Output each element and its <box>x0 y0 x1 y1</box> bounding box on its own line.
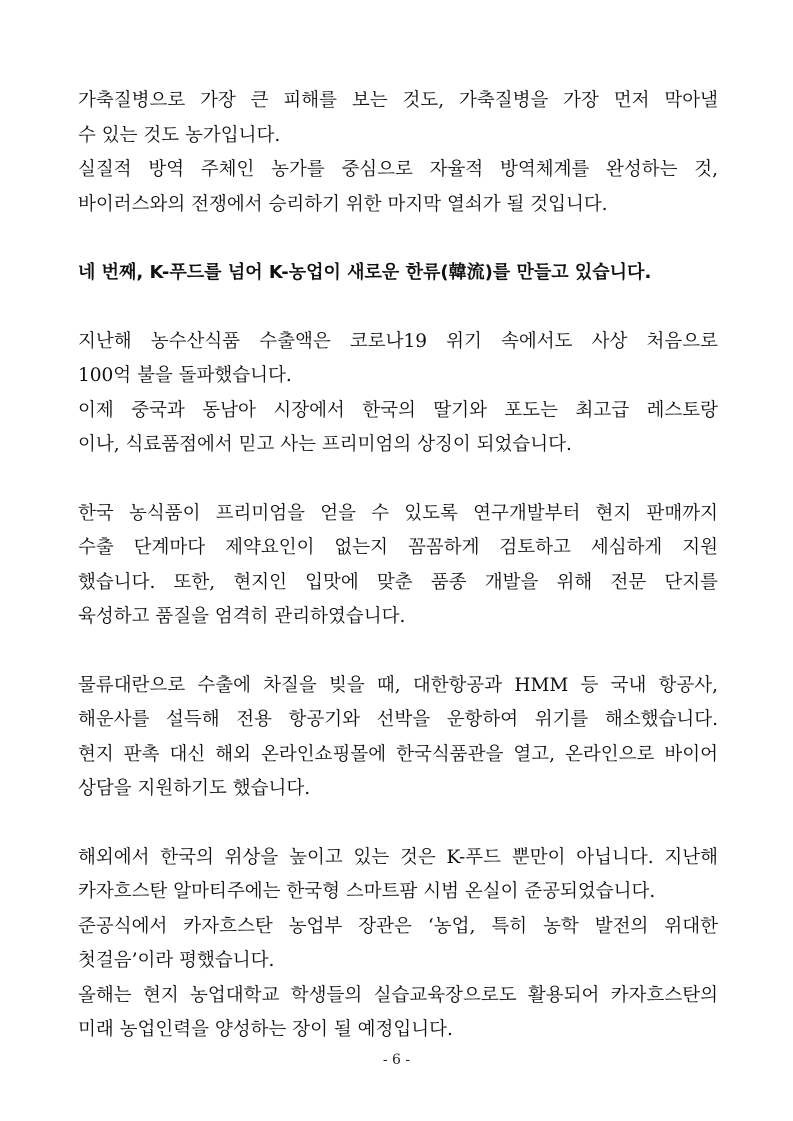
text-line: 해운사를 설득해 전용 항공기와 선박을 운항하여 위기를 해소했습니다. <box>78 709 718 730</box>
section-heading: 네 번째, K-푸드를 넘어 K-농업이 새로운 한류(韓流)를 만들고 있습니다. <box>78 262 652 283</box>
text-line: 지난해 농수산식품 수출액은 코로나19 위기 속에서도 사상 처음으로 <box>78 330 718 352</box>
text-line: 미래 농업인력을 양성하는 장이 될 예정입니다. <box>78 1019 453 1040</box>
text-line: 육성하고 품질을 엄격히 관리하였습니다. <box>78 606 406 627</box>
text-line: 카자흐스탄 알마티주에는 한국형 스마트팜 시범 온실이 준공되었습니다. <box>78 881 656 902</box>
paragraph-gap <box>78 635 718 669</box>
text-line: 상담을 지원하기도 했습니다. <box>78 778 311 799</box>
text-line: 바이러스와의 전쟁에서 승리하기 위한 마지막 열쇠가 될 것입니다. <box>78 193 608 215</box>
text-line: 이제 중국과 동남아 시장에서 한국의 딸기와 포도는 최고급 레스토랑 <box>78 399 718 421</box>
paragraph-gap <box>78 463 718 497</box>
page-number: - 6 - <box>382 1052 411 1068</box>
text-line: 해외에서 한국의 위상을 높이고 있는 것은 K-푸드 뿐만이 아닙니다. 지난해 <box>78 846 718 868</box>
text-line: 첫걸음’이라 평했습니다. <box>78 950 275 971</box>
text-line: 수출 단계마다 제약요인이 없는지 꼼꼼하게 검토하고 세심하게 지원 <box>78 537 718 558</box>
text-line: 현지 판촉 대신 해외 온라인쇼핑몰에 한국식품관을 열고, 온라인으로 바이어 <box>78 743 718 765</box>
text-line: 준공식에서 카자흐스탄 농업부 장관은 ‘농업, 특히 농학 발전의 위대한 <box>78 915 718 937</box>
text-line: 가축질병으로 가장 큰 피해를 보는 것도, 가축질병을 가장 먼저 막아낼 <box>78 90 718 111</box>
paragraph-gap <box>78 222 718 256</box>
paragraph-premium <box>78 497 718 635</box>
text-line: 올해는 현지 농업대학교 학생들의 실습교육장으로도 활용되어 카자흐스탄의 <box>78 984 718 1006</box>
text-line: 했습니다. 또한, 현지인 입맛에 맞춘 품종 개발을 위해 전문 단지를 <box>78 571 718 593</box>
text-line: 이나, 식료품점에서 믿고 사는 프리미엄의 상징이 되었습니다. <box>78 434 572 455</box>
text-line: 물류대란으로 수출에 차질을 빚을 때, 대한항공과 HMM 등 국내 항공사, <box>78 674 718 696</box>
paragraph-gap <box>78 291 718 325</box>
paragraph-livestock-disease <box>78 84 718 222</box>
paragraph-logistics <box>78 669 718 807</box>
text-line: 100억 불을 돌파했습니다. <box>78 365 292 386</box>
document-page <box>78 84 718 1048</box>
paragraph-kazakhstan <box>78 841 718 1048</box>
paragraph-export <box>78 325 718 463</box>
text-line: 한국 농식품이 프리미엄을 얻을 수 있도록 연구개발부터 현지 판매까지 <box>78 502 718 524</box>
paragraph-gap <box>78 807 718 841</box>
text-line: 수 있는 것도 농가입니다. <box>78 124 281 146</box>
text-line: 실질적 방역 주체인 농가를 중심으로 자율적 방역체계를 완성하는 것, <box>78 159 718 180</box>
